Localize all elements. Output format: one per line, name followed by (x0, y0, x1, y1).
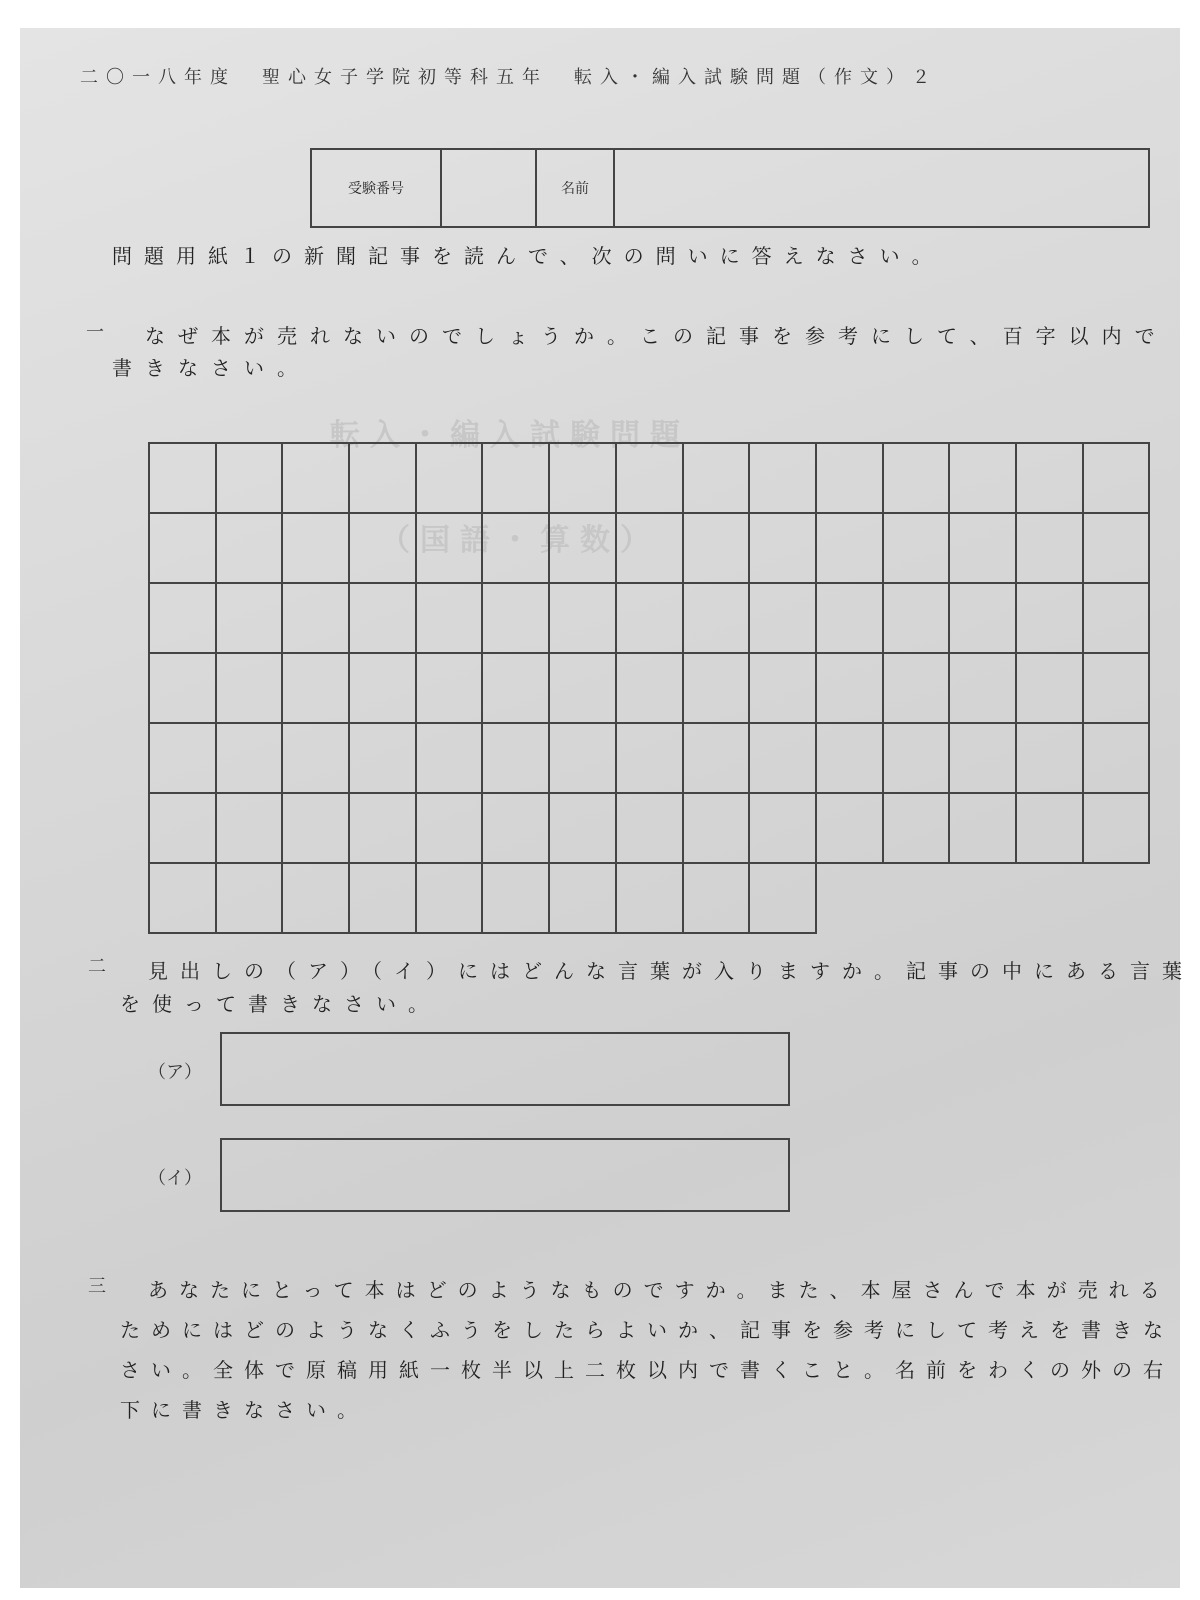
grid-cell[interactable] (884, 584, 951, 654)
grid-cell[interactable] (550, 654, 617, 724)
grid-cell[interactable] (750, 864, 817, 934)
grid-cell (884, 864, 951, 934)
grid-cell[interactable] (417, 864, 484, 934)
grid-cell[interactable] (684, 654, 751, 724)
grid-cell[interactable] (150, 864, 217, 934)
grid-cell[interactable] (350, 864, 417, 934)
grid-cell[interactable] (483, 514, 550, 584)
q1-text-line1: なぜ本が売れないのでしょうか。この記事を参考にして、百字以内で (145, 324, 1168, 348)
grid-cell[interactable] (350, 654, 417, 724)
grid-cell[interactable] (817, 514, 884, 584)
grid-cell[interactable] (1084, 514, 1151, 584)
grid-cell[interactable] (483, 654, 550, 724)
grid-cell[interactable] (1017, 584, 1084, 654)
grid-cell[interactable] (950, 584, 1017, 654)
grid-cell[interactable] (1084, 654, 1151, 724)
q3-number: 三 (88, 1276, 106, 1297)
grid-cell[interactable] (884, 514, 951, 584)
grid-cell[interactable] (817, 654, 884, 724)
grid-cell[interactable] (483, 584, 550, 654)
header-title: 二〇一八年度 聖心女子学院初等科五年 転入・編入試験問題（作文）２ (80, 67, 938, 88)
q1-text-line2: 書きなさい。 (112, 356, 310, 380)
grid-cell[interactable] (217, 584, 284, 654)
grid-cell[interactable] (884, 794, 951, 864)
grid-cell (950, 864, 1017, 934)
grid-cell[interactable] (483, 444, 550, 514)
grid-cell[interactable] (1017, 654, 1084, 724)
q2-answer-box-i[interactable] (220, 1138, 790, 1212)
grid-cell[interactable] (1084, 444, 1151, 514)
grid-cell[interactable] (483, 724, 550, 794)
grid-cell[interactable] (884, 654, 951, 724)
grid-cell[interactable] (283, 654, 350, 724)
q2-label-a: （ア） (148, 1062, 202, 1083)
grid-cell[interactable] (617, 514, 684, 584)
grid-cell[interactable] (750, 444, 817, 514)
grid-cell[interactable] (550, 724, 617, 794)
grid-cell[interactable] (617, 864, 684, 934)
grid-cell[interactable] (884, 724, 951, 794)
grid-cell[interactable] (350, 514, 417, 584)
grid-cell[interactable] (217, 864, 284, 934)
name-label: 名前 (537, 150, 615, 226)
grid-cell[interactable] (750, 794, 817, 864)
grid-cell[interactable] (150, 724, 217, 794)
grid-cell[interactable] (350, 724, 417, 794)
grid-cell[interactable] (350, 794, 417, 864)
q2-label-i: （イ） (148, 1168, 202, 1189)
grid-cell[interactable] (283, 864, 350, 934)
grid-cell[interactable] (817, 444, 884, 514)
grid-cell[interactable] (1084, 794, 1151, 864)
grid-cell[interactable] (617, 794, 684, 864)
grid-cell[interactable] (217, 654, 284, 724)
grid-cell[interactable] (150, 654, 217, 724)
grid-cell[interactable] (684, 444, 751, 514)
q2-answer-box-a[interactable] (220, 1032, 790, 1106)
grid-cell[interactable] (417, 794, 484, 864)
grid-cell[interactable] (750, 654, 817, 724)
grid-cell[interactable] (283, 584, 350, 654)
q3-text-line1: あなたにとって本はどのようなものですか。また、本屋さんで本が売れる (148, 1278, 1171, 1302)
grid-cell[interactable] (950, 514, 1017, 584)
grid-cell[interactable] (1017, 794, 1084, 864)
grid-cell[interactable] (283, 514, 350, 584)
grid-cell[interactable] (550, 864, 617, 934)
instruction-text: 問題用紙１の新聞記事を読んで、次の問いに答えなさい。 (112, 244, 944, 268)
grid-cell[interactable] (1017, 514, 1084, 584)
grid-cell[interactable] (684, 514, 751, 584)
page-header (80, 56, 1070, 96)
grid-cell[interactable] (283, 724, 350, 794)
bleed-through-text: （国語・算数） (380, 523, 660, 558)
grid-cell[interactable] (950, 654, 1017, 724)
grid-cell[interactable] (550, 514, 617, 584)
grid-cell[interactable] (750, 724, 817, 794)
grid-cell[interactable] (1084, 724, 1151, 794)
grid-cell[interactable] (817, 794, 884, 864)
grid-cell[interactable] (217, 724, 284, 794)
grid-cell[interactable] (684, 864, 751, 934)
q2-text-line1: 見出しの（ア）（イ）にはどんな言葉が入りますか。記事の中にある言葉 (148, 959, 1194, 983)
grid-cell[interactable] (217, 514, 284, 584)
grid-cell[interactable] (417, 514, 484, 584)
grid-cell (1084, 864, 1151, 934)
grid-cell[interactable] (684, 724, 751, 794)
grid-cell[interactable] (884, 444, 951, 514)
grid-cell[interactable] (150, 444, 217, 514)
grid-cell[interactable] (350, 584, 417, 654)
grid-cell[interactable] (817, 724, 884, 794)
grid-cell[interactable] (950, 444, 1017, 514)
grid-cell (817, 864, 884, 934)
grid-cell[interactable] (483, 864, 550, 934)
grid-cell[interactable] (1084, 584, 1151, 654)
grid-cell[interactable] (817, 584, 884, 654)
q3-text-line2: ためにはどのようなくふうをしたらよいか、記事を参考にして考えを書きな (120, 1318, 1174, 1342)
grid-cell[interactable] (350, 444, 417, 514)
bleed-through-text: 転入・編入試験問題 (330, 418, 690, 453)
grid-cell[interactable] (283, 444, 350, 514)
exam-number-label: 受験番号 (312, 150, 442, 226)
grid-cell[interactable] (617, 444, 684, 514)
grid-cell[interactable] (750, 584, 817, 654)
q1-number: 一 (86, 322, 104, 343)
q1-answer-grid[interactable] (148, 442, 1150, 934)
grid-cell[interactable] (417, 444, 484, 514)
grid-cell[interactable] (950, 724, 1017, 794)
grid-cell[interactable] (950, 794, 1017, 864)
grid-cell[interactable] (217, 794, 284, 864)
examinee-info-box (310, 148, 1150, 228)
q3-text-line4: 下に書きなさい。 (120, 1398, 368, 1422)
grid-cell[interactable] (417, 724, 484, 794)
grid-cell[interactable] (483, 794, 550, 864)
grid-cell[interactable] (550, 444, 617, 514)
grid-cell[interactable] (417, 654, 484, 724)
grid-cell[interactable] (150, 514, 217, 584)
grid-cell[interactable] (684, 584, 751, 654)
grid-cell[interactable] (550, 794, 617, 864)
grid-cell[interactable] (417, 584, 484, 654)
q3-text-line3: さい。全体で原稿用紙一枚半以上二枚以内で書くこと。名前をわくの外の右 (120, 1358, 1174, 1382)
grid-cell[interactable] (150, 584, 217, 654)
grid-cell[interactable] (217, 444, 284, 514)
grid-cell[interactable] (750, 514, 817, 584)
grid-cell[interactable] (617, 654, 684, 724)
q2-text-line2: を使って書きなさい。 (120, 992, 440, 1016)
grid-cell[interactable] (150, 794, 217, 864)
q2-number: 二 (88, 956, 106, 977)
name-field[interactable] (615, 150, 1148, 226)
grid-cell[interactable] (617, 724, 684, 794)
grid-cell[interactable] (1017, 444, 1084, 514)
exam-number-field[interactable] (442, 150, 537, 226)
grid-cell[interactable] (283, 794, 350, 864)
grid-cell[interactable] (684, 794, 751, 864)
grid-cell (1017, 864, 1084, 934)
grid-cell[interactable] (550, 584, 617, 654)
grid-cell[interactable] (617, 584, 684, 654)
grid-cell[interactable] (1017, 724, 1084, 794)
